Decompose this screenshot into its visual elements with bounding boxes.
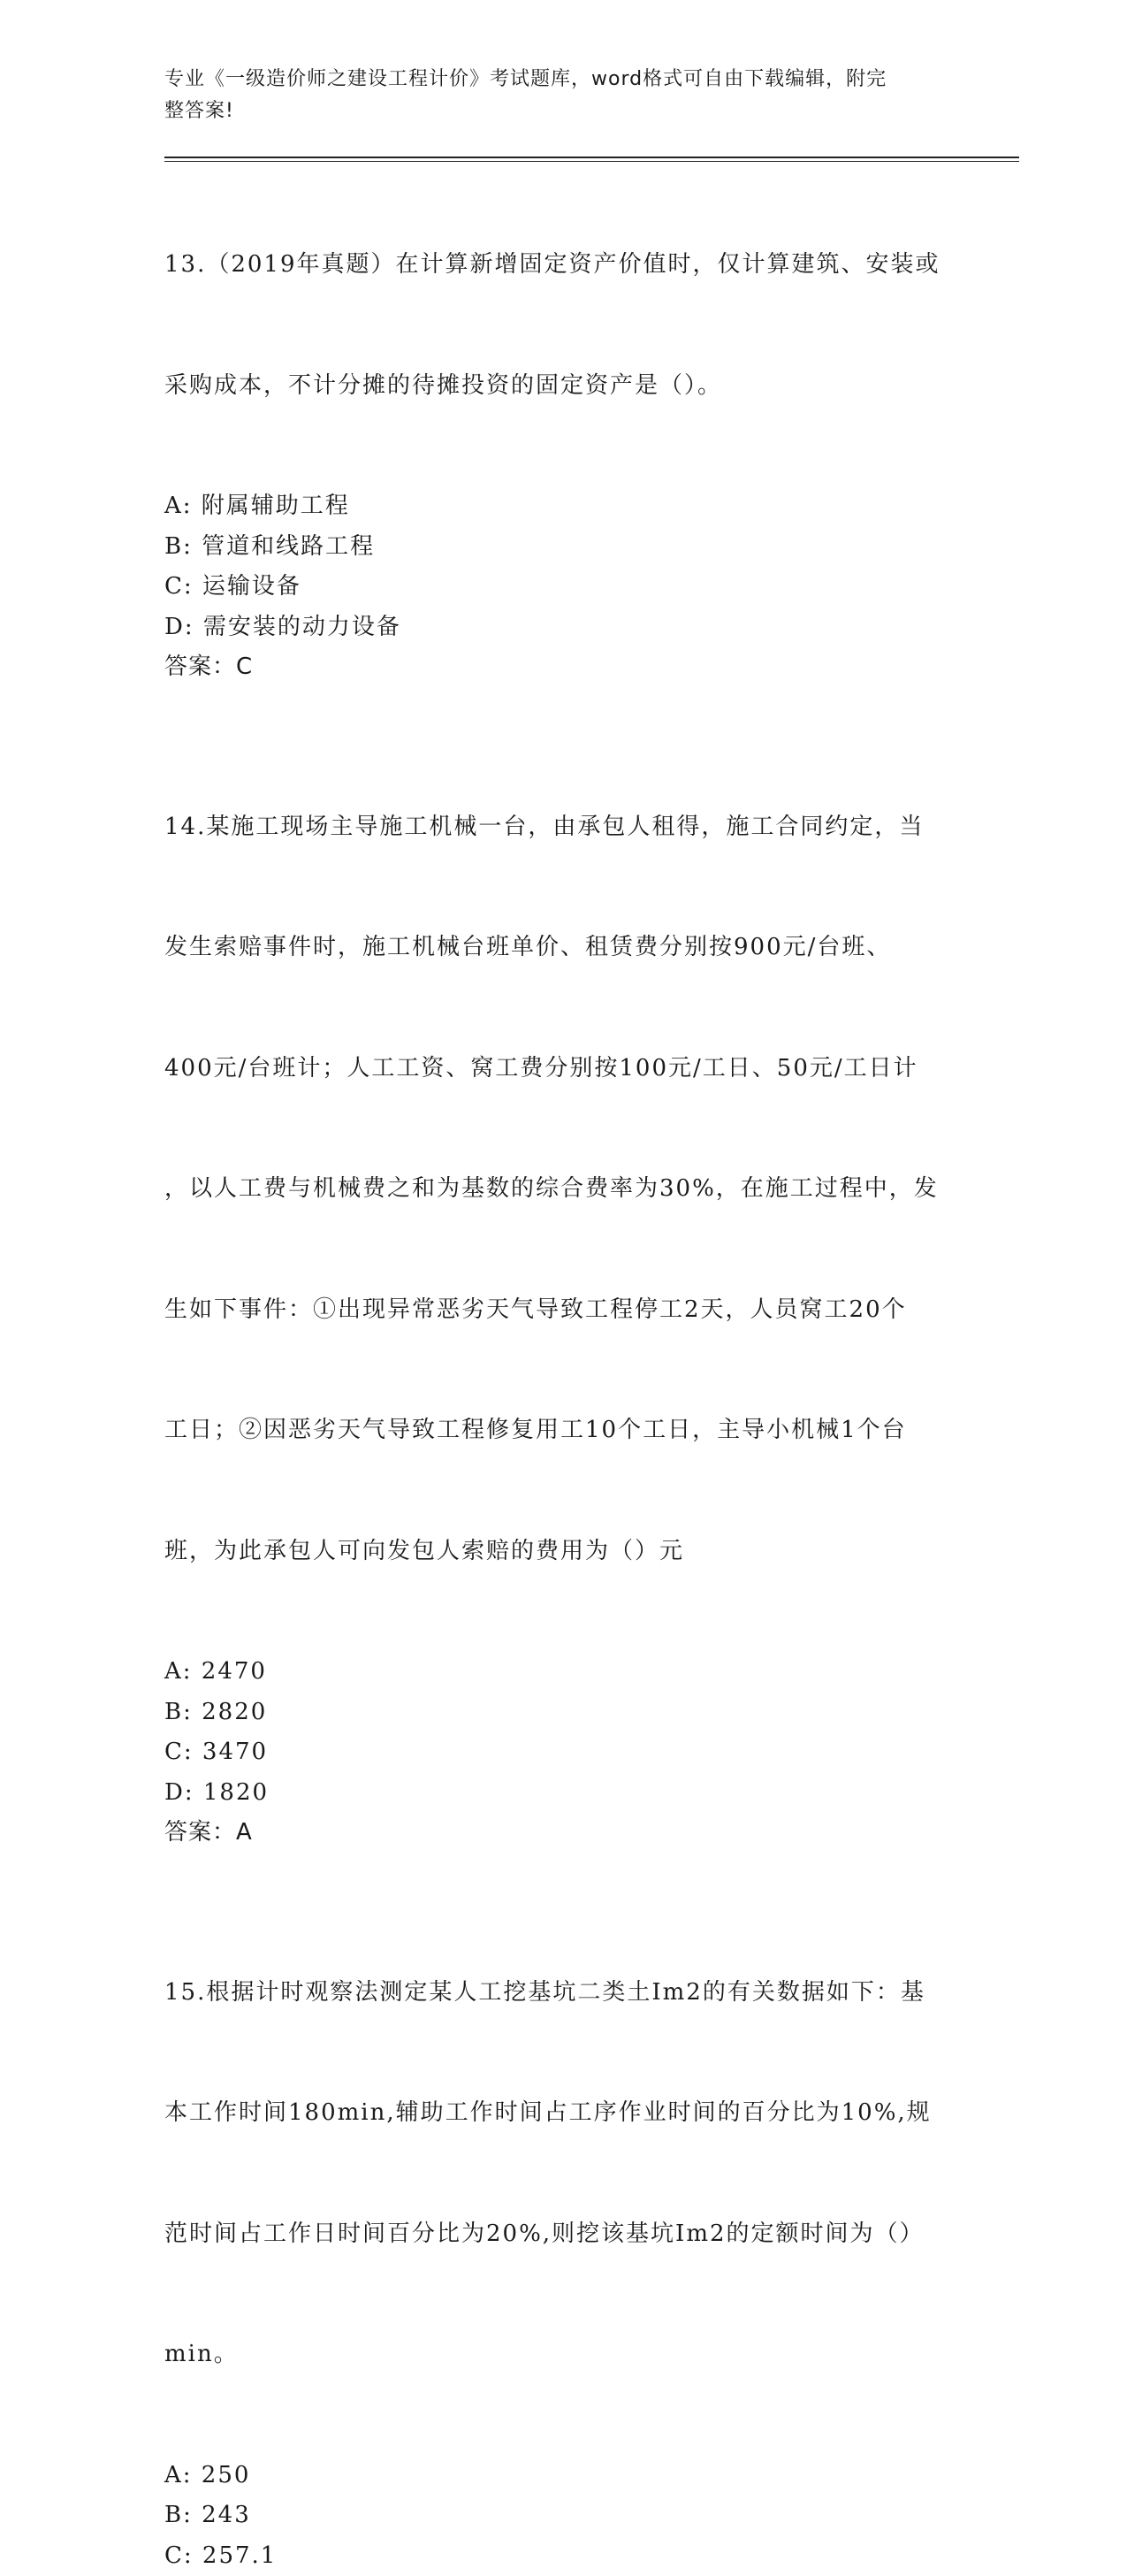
answer-line: 答案：A — [164, 1813, 960, 1854]
stem-line: min。 — [164, 2335, 960, 2375]
stem-line: 范时间占工作日时间百分比为20%,则挖该基坑Im2的定额时间为（） — [164, 2214, 960, 2255]
option-d: D: 需安装的动力设备 — [164, 608, 960, 648]
header-divider-thick — [164, 157, 1019, 158]
question-15 — [164, 1892, 960, 2576]
stem-line: 班，为此承包人可向发包人索赔的费用为（）元 — [164, 1532, 960, 1572]
option-a: A: 250 — [164, 2456, 960, 2496]
stem-line: 生如下事件：①出现异常恶劣天气导致工程停工2天，人员窝工20个 — [164, 1290, 960, 1331]
option-c: C: 运输设备 — [164, 567, 960, 608]
option-a: A: 附属辅助工程 — [164, 486, 960, 527]
question-list — [164, 164, 960, 2576]
stem-line: 14.某施工现场主导施工机械一台，由承包人租得，施工合同约定，当 — [164, 807, 960, 848]
option-d: D: 1820 — [164, 1773, 960, 1814]
question-spacer — [164, 688, 960, 727]
option-b: B: 2820 — [164, 1693, 960, 1733]
question-stem — [164, 727, 960, 1653]
option-c: C: 257.1 — [164, 2536, 960, 2576]
answer-line: 答案：C — [164, 647, 960, 688]
option-b: B: 管道和线路工程 — [164, 527, 960, 568]
question-spacer — [164, 1854, 960, 1892]
header-line-1: 专业《一级造价师之建设工程计价》考试题库，word格式可自由下载编辑，附完 — [164, 64, 942, 96]
header-divider-thin — [164, 161, 1019, 162]
option-b: B: 243 — [164, 2496, 960, 2536]
option-c: C: 3470 — [164, 1732, 960, 1773]
question-13 — [164, 164, 960, 688]
question-14 — [164, 727, 960, 1854]
stem-line: 400元/台班计；人工工资、窝工费分别按100元/工日、50元/工日计 — [164, 1049, 960, 1089]
stem-line: 13.（2019年真题）在计算新增固定资产价值时，仅计算建筑、安装或 — [164, 245, 960, 286]
stem-line: 发生索赔事件时，施工机械台班单价、租赁费分别按900元/台班、 — [164, 928, 960, 968]
question-stem — [164, 1892, 960, 2456]
stem-line: 工日；②因恶劣天气导致工程修复用工10个工日，主导小机械1个台 — [164, 1410, 960, 1451]
document-header — [164, 64, 942, 127]
stem-line: 15.根据计时观察法测定某人工挖基坑二类土Im2的有关数据如下：基 — [164, 1973, 960, 2014]
question-stem — [164, 164, 960, 486]
stem-line: 本工作时间180min,辅助工作时间占工序作业时间的百分比为10%,规 — [164, 2093, 960, 2134]
header-line-2: 整答案! — [164, 96, 942, 127]
option-a: A: 2470 — [164, 1652, 960, 1693]
stem-line: ，以人工费与机械费之和为基数的综合费率为30%，在施工过程中，发 — [164, 1169, 960, 1210]
stem-line: 采购成本，不计分摊的待摊投资的固定资产是（）。 — [164, 366, 960, 407]
